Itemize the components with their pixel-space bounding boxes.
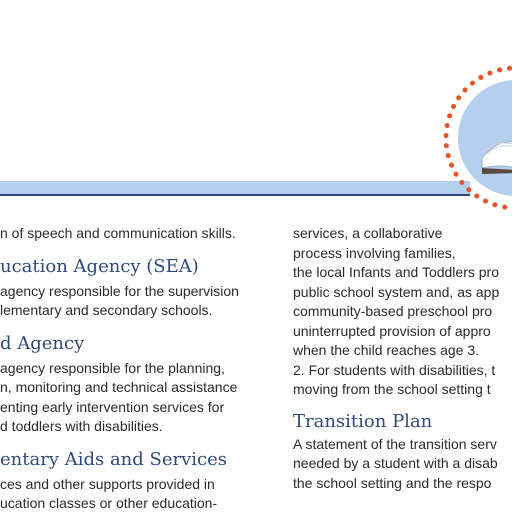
left-para-1-line: lementary and secondary schools. (0, 302, 213, 318)
right-para-2-line: A statement of the transition serv (293, 435, 497, 452)
right-para-2-line: the school setting and the respo (293, 474, 492, 491)
left-para-2-line: agency responsible for the planning, (0, 359, 225, 376)
left-para-3-line: ucation classes or other education- (0, 495, 218, 511)
right-para-1-line: when the child reaches age 3. (293, 342, 480, 358)
left-column (0, 224, 278, 514)
left-para-0-line: n of speech and communication skills. (0, 225, 236, 241)
right-para-1-line: uninterrupted provision of appro (293, 322, 491, 339)
right-para-1-line: the local Infants and Toddlers pro (293, 264, 499, 280)
header-band (0, 181, 470, 195)
heading-supplementary-aids: entary Aids and Services (0, 448, 227, 470)
right-para-1-line: public school system and, as app (293, 283, 500, 300)
right-para-1-line: services, a collaborative (293, 225, 443, 241)
left-para-2-line: n, monitoring and technical assistance (0, 379, 238, 395)
heading-transition-plan: Transition Plan (293, 410, 433, 432)
left-para-2-line: enting early intervention services for (0, 398, 225, 415)
right-para-1-line: 2. For students with disabilities, t (293, 361, 496, 378)
left-para-3-line: ces and other supports provided in (0, 475, 215, 492)
right-column (293, 224, 512, 493)
right-para-1-line: process involving families, (293, 244, 456, 261)
right-para-2-line: needed by a student with a disab (293, 455, 498, 471)
book-illustration (436, 58, 512, 218)
right-para-1-line: community-based preschool pro (293, 303, 493, 319)
right-para-1-line: moving from the school setting t (293, 381, 491, 397)
left-para-2-line: d toddlers with disabilities. (0, 418, 163, 434)
left-para-1-line: agency responsible for the supervision (0, 282, 239, 299)
header-band-rule (0, 194, 470, 196)
heading-state-education-agency: ucation Agency (SEA) (0, 255, 199, 277)
heading-lead-agency: d Agency (0, 332, 85, 354)
open-book-icon (436, 58, 512, 218)
